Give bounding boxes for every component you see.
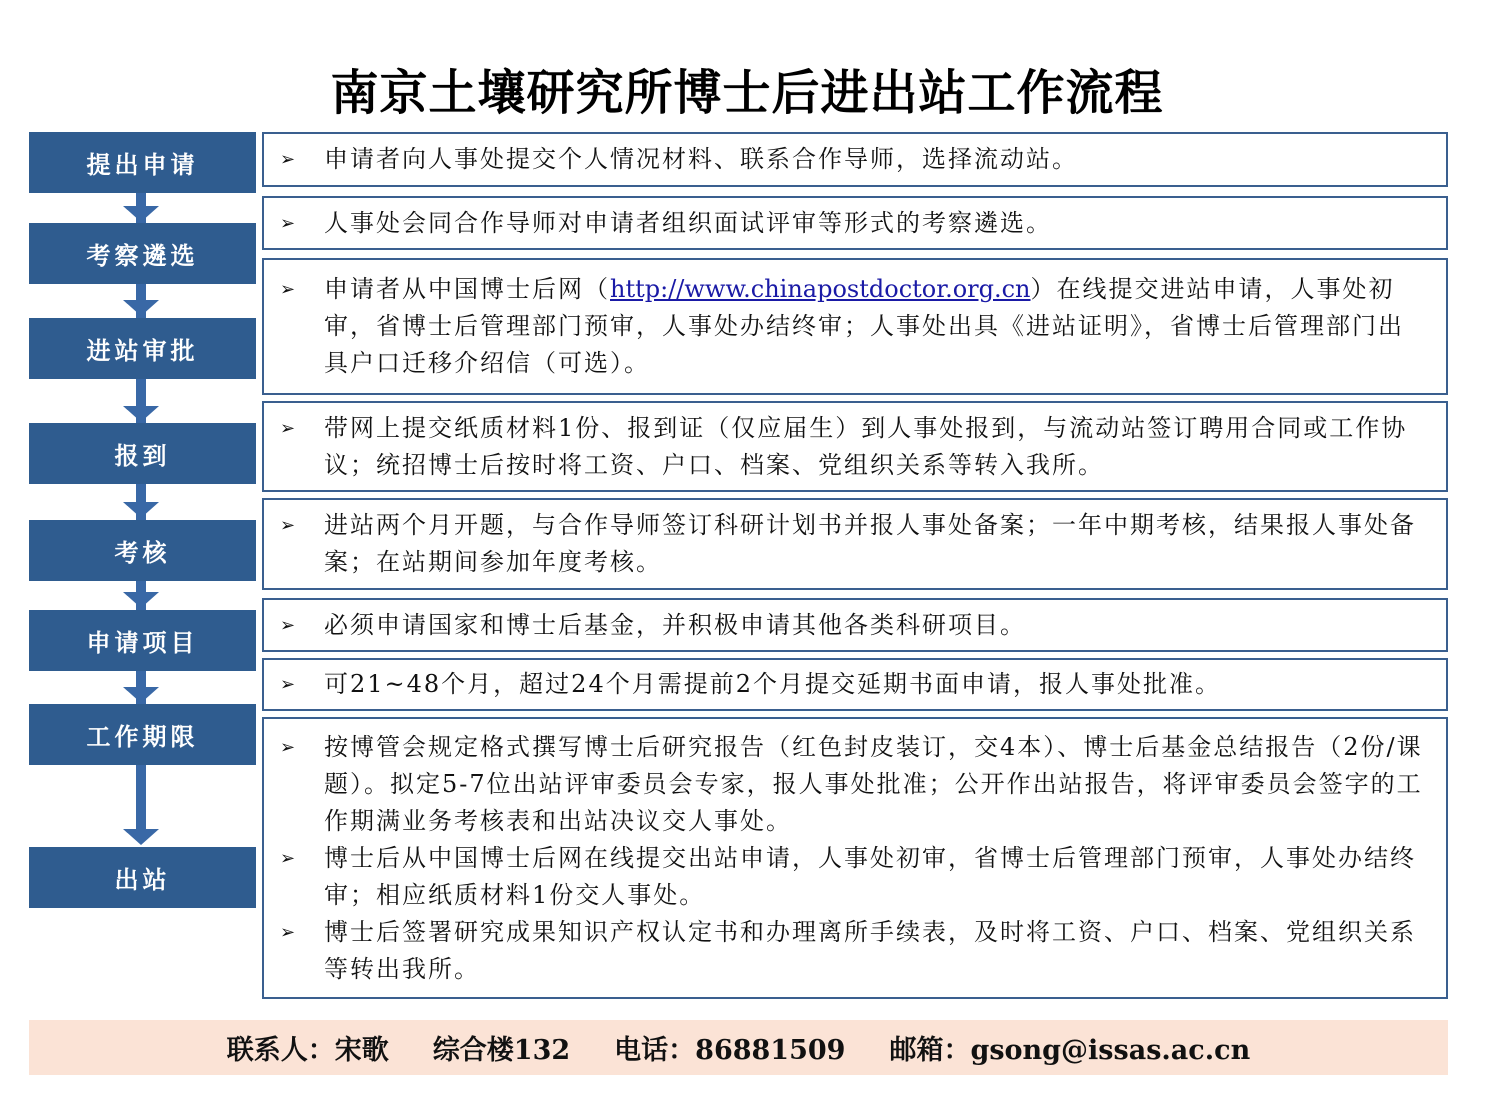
description-item — [280, 607, 1428, 644]
step-description-box — [262, 258, 1448, 395]
footer-email: 邮箱：gsong@issas.ac.cn — [889, 1035, 1251, 1066]
step-label: 考核 — [29, 520, 256, 581]
footer-phone: 电话：86881509 — [614, 1035, 846, 1066]
footer-building: 综合楼132 — [432, 1035, 571, 1066]
step-description-box — [262, 196, 1448, 250]
arrow-bullet-icon: ➢ — [280, 921, 298, 943]
step-label: 申请项目 — [29, 610, 256, 671]
text-after-link: ）在线提交进站申请，人事处初审，省博士后管理部门预审，人事处办结终审；人事处出具《进站证明》，省博士后管理部门出具户口迁移介绍信（可选）。 — [324, 275, 1404, 377]
description-text: 博士后签署研究成果知识产权认定书和办理离所手续表，及时将工资、户口、档案、党组织关系等转出我所。 — [324, 917, 1416, 983]
description-text: 博士后从中国博士后网在线提交出站申请，人事处初审，省博士后管理部门预审，人事处办结终审；相应纸质材料1份交人事处。 — [324, 843, 1416, 909]
description-item — [280, 840, 1428, 914]
description-text: 可21~48个月，超过24个月需提前2个月提交延期书面申请，报人事处批准。 — [324, 670, 1221, 698]
step-label: 进站审批 — [29, 318, 256, 379]
arrow-bullet-icon: ➢ — [280, 417, 298, 439]
description-item — [280, 729, 1428, 840]
flow-arrow-icon — [123, 502, 159, 518]
description-text: 申请者向人事处提交个人情况材料、联系合作导师，选择流动站。 — [324, 145, 1078, 173]
arrow-bullet-icon: ➢ — [280, 515, 298, 536]
flow-arrow-icon — [123, 406, 159, 422]
description-item — [280, 141, 1428, 178]
step-description-box — [262, 717, 1448, 999]
arrow-bullet-icon: ➢ — [280, 736, 298, 758]
footer-contact: 联系人：宋歌 — [226, 1035, 389, 1066]
description-text — [324, 271, 1428, 382]
step-label: 报到 — [29, 423, 256, 484]
step-description-box — [262, 401, 1448, 492]
flow-arrow-icon — [123, 687, 159, 703]
step-description-box — [262, 598, 1448, 652]
description-text: 必须申请国家和博士后基金，并积极申请其他各类科研项目。 — [324, 610, 1026, 639]
page-title: 南京土壤研究所博士后进出站工作流程 — [330, 65, 1164, 121]
flow-arrow-icon — [123, 300, 159, 316]
step-label: 考察遴选 — [29, 223, 256, 284]
description-text: 按博管会规定格式撰写博士后研究报告（红色封皮装订，交4本）、博士后基金总结报告（2份/课题）。拟定5-7位出站评审委员会专家，报人事处批准；公开作出站报告，将评审委员会签字的工作期满业务考核表和出站决议交人事处。 — [324, 732, 1423, 835]
flow-arrow-icon — [123, 206, 159, 222]
chinapostdoctor-link[interactable]: http://www.chinapostdoctor.org.cn — [610, 275, 1031, 303]
flow-arrow-icon — [123, 592, 159, 608]
description-item — [280, 507, 1428, 581]
arrow-bullet-icon: ➢ — [280, 212, 298, 234]
step-description-box — [262, 498, 1448, 590]
description-item — [280, 205, 1428, 242]
description-item — [280, 410, 1428, 484]
text-before-link: 申请者从中国博士后网（ — [324, 275, 610, 303]
step-label: 提出申请 — [29, 132, 256, 193]
flow-arrow-icon — [123, 829, 159, 845]
contact-footer — [29, 1020, 1448, 1075]
description-item — [280, 666, 1428, 703]
description-item — [280, 914, 1428, 988]
step-description-box — [262, 132, 1448, 187]
arrow-bullet-icon: ➢ — [280, 674, 298, 695]
description-text: 带网上提交纸质材料1份、报到证（仅应届生）到人事处报到，与流动站签订聘用合同或工作协议；统招博士后按时将工资、户口、档案、党组织关系等转入我所。 — [324, 413, 1408, 479]
arrow-bullet-icon: ➢ — [280, 614, 298, 636]
arrow-bullet-icon: ➢ — [280, 279, 298, 300]
step-label: 出站 — [29, 847, 256, 908]
step-description-box — [262, 658, 1448, 711]
description-text: 进站两个月开题，与合作导师签订科研计划书并报人事处备案；一年中期考核，结果报人事处备案；在站期间参加年度考核。 — [324, 511, 1416, 576]
step-label: 工作期限 — [29, 704, 256, 765]
description-item — [280, 271, 1428, 382]
arrow-bullet-icon: ➢ — [280, 847, 298, 869]
arrow-bullet-icon: ➢ — [280, 149, 298, 170]
description-text: 人事处会同合作导师对申请者组织面试评审等形式的考察遴选。 — [324, 208, 1052, 237]
